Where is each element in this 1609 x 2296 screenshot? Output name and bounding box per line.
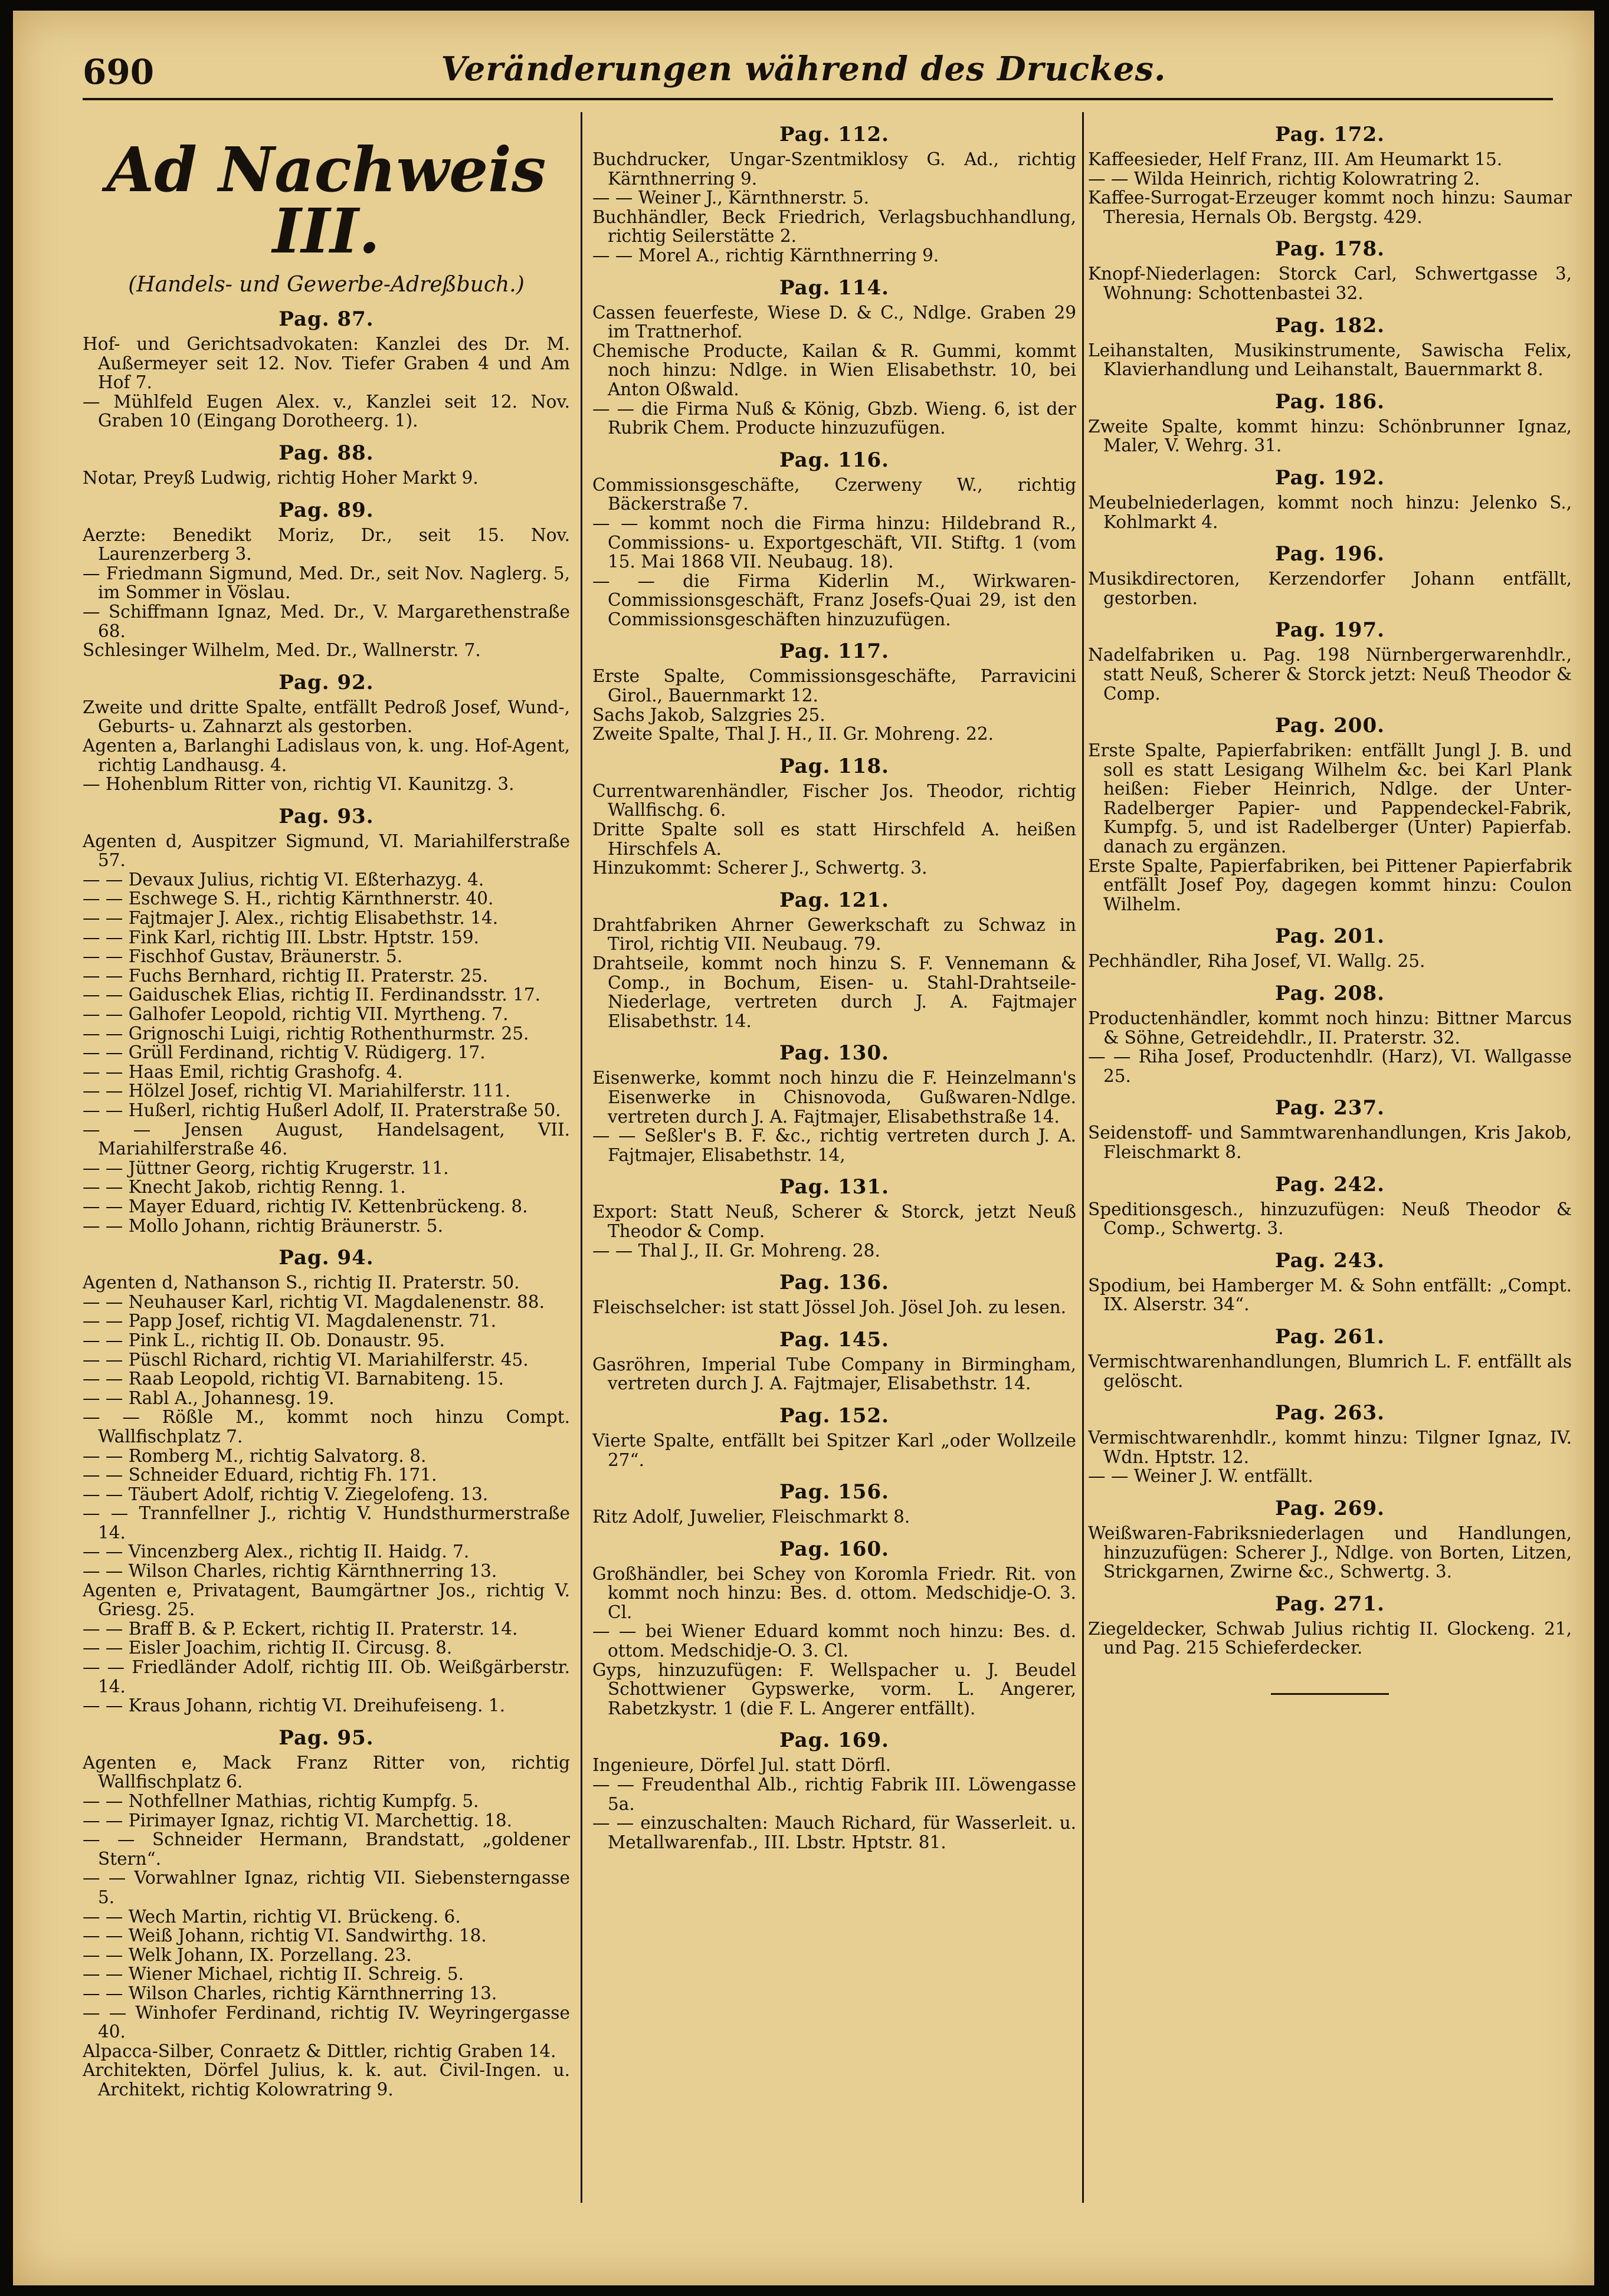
directory-entry: — — Seßler's B. F. &c., richtig vertreten durch J. A. Fajtmajer, Elisabethstr. 14,: [592, 1126, 1076, 1165]
directory-entry: — — Wiener Michael, richtig II. Schreig. 5.: [83, 1964, 464, 1985]
directory-entry: Großhändler, bei Schey von Koromla Friedr. Rit. von kommt noch hinzu: Bes. d. ottom. Medschidje-O. 3. Cl.: [592, 1563, 1076, 1622]
directory-entry: Kaffeesieder, Helf Franz, III. Am Heumarkt 15.: [1088, 149, 1503, 169]
column-1-entries: [83, 307, 570, 2100]
page-reference-heading: Pag. 182.: [1275, 313, 1385, 337]
directory-entry: — — Morel A., richtig Kärnthnerring 9.: [592, 245, 939, 265]
directory-entry: — — Eschwege S. H., richtig Kärnthnerstr. 40.: [83, 888, 494, 909]
directory-entry: — — Weiß Johann, richtig VI. Sandwirthg. 18.: [83, 1926, 487, 1946]
directory-entry: Buchhändler, Beck Friedrich, Verlagsbuchhandlung, richtig Seilerstätte 2.: [592, 206, 1076, 247]
directory-entry: Architekten, Dörfel Julius, k. k. aut. Civil-Ingen. u. Architekt, richtig Kolowratring 9.: [83, 2060, 570, 2100]
column-3-entries: [1088, 123, 1572, 1658]
page-reference-heading: Pag. 152.: [779, 1403, 889, 1428]
page-reference-heading: Pag. 200.: [1275, 714, 1385, 738]
directory-entry: Gasröhren, Imperial Tube Company in Birmingham, vertreten durch J. A. Fajtmajer, Elisabethstr. 14.: [592, 1354, 1076, 1394]
column-1: [83, 112, 570, 2238]
page-reference-heading: Pag. 112.: [779, 123, 889, 146]
directory-entry: Musikdirectoren, Kerzendorfer Johann entfällt, gestorben.: [1088, 569, 1572, 608]
directory-entry: Currentwarenhändler, Fischer Jos. Theodor, richtig Wallfischg. 6.: [592, 780, 1076, 821]
directory-entry: — Schiffmann Ignaz, Med. Dr., V. Margarethenstraße 68.: [83, 601, 570, 641]
directory-entry: — — Haas Emil, richtig Grashofg. 4.: [83, 1061, 403, 1082]
directory-entry: Vermischtwarenhandlungen, Blumrich L. F. entfällt als gelöscht.: [1088, 1351, 1572, 1391]
directory-entry: Hinzukommt: Scherer J., Schwertg. 3.: [592, 858, 928, 878]
directory-entry: — — Schneider Hermann, Brandstatt, „goldener Stern“.: [83, 1829, 570, 1869]
directory-entry: Knopf-Niederlagen: Storck Carl, Schwertgasse 3, Wohnung: Schottenbastei 32.: [1088, 264, 1572, 303]
directory-entry: Ritz Adolf, Juwelier, Fleischmarkt 8.: [592, 1507, 910, 1527]
directory-entry: — — Vorwahlner Ignaz, richtig VII. Siebensterngasse 5.: [83, 1868, 570, 1907]
page-reference-heading: Pag. 89.: [278, 498, 374, 522]
directory-entry: — — Freudenthal Alb., richtig Fabrik III. Löwengasse 5a.: [592, 1775, 1076, 1814]
column-3: [1088, 112, 1572, 2238]
page-reference-heading: Pag. 160.: [779, 1537, 889, 1561]
directory-entry: — Mühlfeld Eugen Alex. v., Kanzlei seit 12. Nov. Graben 10 (Eingang Dorotheerg. 1).: [83, 391, 570, 431]
page-reference-heading: Pag. 95.: [278, 1726, 374, 1750]
directory-entry: Speditionsgesch., hinzuzufügen: Neuß Theodor & Comp., Schwertg. 3.: [1088, 1199, 1572, 1239]
directory-entry: Erste Spalte, Papierfabriken: entfällt Jungl J. B. und soll es statt Lesigang Wilhelm &c. bei Karl Plank heißen: Fieber Heinrich, Ndlge. der Unter-Radelberger Papier- und Pappendeckel-Fabrik, Kumpfg. 5, und ist Radelberger (Unter) Papierfab. danach zu ergänzen.: [1088, 740, 1572, 857]
directory-entry: Gyps, hinzuzufügen: F. Wellspacher u. J. Beudel Schottwiener Gypswerke, vorm. L. Angerer, Rabetzkystr. 1 (die F. L. Angerer entfällt).: [592, 1659, 1076, 1718]
directory-entry: Kaffee-Surrogat-Erzeuger kommt noch hinzu: Saumar Theresia, Hernals Ob. Bergstg. 429.: [1088, 188, 1572, 227]
end-separator: [1271, 1693, 1389, 1695]
directory-entry: Meubelniederlagen, kommt noch hinzu: Jelenko S., Kohlmarkt 4.: [1088, 492, 1572, 532]
directory-entry: — Hohenblum Ritter von, richtig VI. Kaunitzg. 3.: [83, 774, 515, 795]
column-divider: [1082, 112, 1084, 2203]
directory-entry: Weißwaren-Fabriksniederlagen und Handlungen, hinzuzufügen: Scherer J., Ndlge. von Borten, Litzen, Strickgarnen, Zwirne &c., Schwertg. 3.: [1088, 1523, 1572, 1582]
directory-entry: — — Fischhof Gustav, Bräunerstr. 5.: [83, 946, 403, 967]
page-reference-heading: Pag. 169.: [779, 1728, 889, 1753]
directory-entry: — — kommt noch die Firma hinzu: Hildebrand R., Commissions- u. Exportgeschäft, VII. Stiftg. 1 (vom 15. Mai 1868 VII. Neubaug. 18).: [592, 513, 1076, 572]
page-reference-heading: Pag. 116.: [779, 448, 889, 472]
directory-entry: Zweite Spalte, kommt hinzu: Schönbrunner Ignaz, Maler, V. Wehrg. 31.: [1088, 416, 1572, 456]
directory-entry: — — Grüll Ferdinand, richtig V. Rüdigerg. 17.: [83, 1042, 486, 1063]
directory-entry: Zweite und dritte Spalte, entfällt Pedroß Josef, Wund-, Geburts- u. Zahnarzt als gestorben.: [83, 697, 570, 737]
directory-entry: — — Schneider Eduard, richtig Fh. 171.: [83, 1465, 437, 1485]
directory-entry: — — einzuschalten: Mauch Richard, für Wasserleit. u. Metallwarenfab., III. Lbstr. Hptstr. 81.: [592, 1813, 1076, 1852]
page-reference-heading: Pag. 130.: [779, 1041, 889, 1065]
directory-entry: — — Mollo Johann, richtig Bräunerstr. 5.: [83, 1215, 443, 1236]
page-reference-heading: Pag. 178.: [1275, 237, 1385, 261]
section-subtitle: (Handels- und Gewerbe-Adreßbuch.): [128, 273, 525, 297]
directory-entry: Sachs Jakob, Salzgries 25.: [592, 704, 825, 725]
directory-entry: — — Winhofer Ferdinand, richtig IV. Weyringergasse 40.: [83, 2002, 570, 2042]
directory-entry: — — die Firma Nuß & König, Gbzb. Wieng. 6, ist der Rubrik Chem. Producte hinzuzufügen.: [592, 398, 1076, 438]
page-reference-heading: Pag. 94.: [278, 1246, 374, 1270]
directory-entry: Spodium, bei Hamberger M. & Sohn entfällt: „Compt. IX. Alserstr. 34“.: [1088, 1275, 1572, 1315]
header-rule: [83, 98, 1553, 100]
directory-entry: Eisenwerke, kommt noch hinzu die F. Heinzelmann's Eisenwerke in Chisnovoda, Gußwaren-Ndlge. vertreten durch J. A. Fajtmajer, Elisabethstraße 14.: [592, 1068, 1076, 1127]
directory-entry: — — Trannfellner J., richtig V. Hundsthurmerstraße 14.: [83, 1503, 570, 1543]
directory-entry: — — Wilda Heinrich, richtig Kolowratring 2.: [1088, 168, 1480, 189]
page-reference-heading: Pag. 136.: [779, 1271, 889, 1295]
page-reference-heading: Pag. 117.: [779, 639, 889, 664]
page-reference-heading: Pag. 197.: [1275, 618, 1385, 642]
page-reference-heading: Pag. 118.: [779, 754, 889, 778]
directory-entry: — — Vincenzberg Alex., richtig II. Haidg. 7.: [83, 1541, 470, 1562]
directory-entry: — — Eisler Joachim, richtig II. Circusg. 8.: [83, 1638, 453, 1658]
directory-entry: — — Hölzel Josef, richtig VI. Mariahilferstr. 111.: [83, 1081, 511, 1101]
directory-entry: — — Wilson Charles, richtig Kärnthnerring 13.: [83, 1561, 497, 1582]
directory-entry: — — Fuchs Bernhard, richtig II. Praterstr. 25.: [83, 965, 488, 986]
directory-entry: Erste Spalte, Papierfabriken, bei Pittener Papierfabrik entfällt Josef Poy, dagegen kommt hinzu: Coulon Wilhelm.: [1088, 855, 1572, 914]
page-reference-heading: Pag. 201.: [1275, 924, 1385, 949]
directory-entry: — — Rößle M., kommt noch hinzu Compt. Wallfischplatz 7.: [83, 1407, 570, 1447]
directory-entry: — — Wech Martin, richtig VI. Brückeng. 6.: [83, 1906, 461, 1927]
directory-entry: — — Jüttner Georg, richtig Krugerstr. 11.: [83, 1157, 449, 1178]
directory-entry: — — Friedländer Adolf, richtig III. Ob. Weißgärberstr. 14.: [83, 1657, 570, 1697]
directory-entry: — — Pink L., richtig II. Ob. Donaustr. 95.: [83, 1330, 445, 1350]
directory-entry: Notar, Preyß Ludwig, richtig Hoher Markt 9.: [83, 467, 479, 488]
directory-entry: — — Gaiduschek Elias, richtig II. Ferdinandsstr. 17.: [83, 985, 541, 1005]
directory-entry: Cassen feuerfeste, Wiese D. & C., Ndlge. Graben 29 im Trattnerhof.: [592, 302, 1076, 342]
directory-entry: — — Täubert Adolf, richtig V. Ziegelofeng. 13.: [83, 1484, 489, 1504]
directory-entry: — — Pirimayer Ignaz, richtig VI. Marchettig. 18.: [83, 1810, 513, 1831]
directory-entry: Vierte Spalte, entfällt bei Spitzer Karl „oder Wollzeile 27“.: [592, 1430, 1076, 1470]
page-reference-heading: Pag. 263.: [1275, 1401, 1385, 1425]
directory-entry: — — Püschl Richard, richtig VI. Mariahilferstr. 45.: [83, 1349, 529, 1370]
page-reference-heading: Pag. 186.: [1275, 389, 1385, 414]
page-reference-heading: Pag. 121.: [779, 888, 889, 912]
directory-entry: Schlesinger Wilhelm, Med. Dr., Wallnerstr. 7.: [83, 640, 481, 661]
page-reference-heading: Pag. 92.: [278, 670, 374, 694]
page-reference-heading: Pag. 208.: [1275, 982, 1385, 1006]
directory-entry: — — Fajtmajer J. Alex., richtig Elisabethstr. 14.: [83, 908, 499, 929]
directory-entry: — — Papp Josef, richtig VI. Magdalenenstr. 71.: [83, 1311, 497, 1331]
page-reference-heading: Pag. 271.: [1275, 1592, 1385, 1616]
directory-entry: Nadelfabriken u. Pag. 198 Nürnbergerwarenhdlr., statt Neuß, Scherer & Storck jetzt: Neuß Theodor & Comp.: [1088, 645, 1572, 704]
page-reference-heading: Pag. 242.: [1275, 1172, 1385, 1196]
directory-entry: — — Romberg M., richtig Salvatorg. 8.: [83, 1445, 427, 1466]
directory-entry: — — Neuhauser Karl, richtig VI. Magdalenenstr. 88.: [83, 1291, 545, 1312]
page-reference-heading: Pag. 145.: [779, 1327, 889, 1352]
page-number: 690: [83, 52, 155, 92]
directory-entry: — — Jensen August, Handelsagent, VII. Mariahilferstraße 46.: [83, 1119, 570, 1159]
directory-entry: — — Knecht Jakob, richtig Renng. 1.: [83, 1177, 406, 1198]
page-reference-heading: Pag. 196.: [1275, 542, 1385, 566]
directory-entry: — — Riha Josef, Productenhdlr. (Harz), VI. Wallgasse 25.: [1088, 1047, 1572, 1086]
directory-entry: Chemische Producte, Kailan & R. Gummi, kommt noch hinzu: Ndlge. in Wien Elisabethstr. 10, bei Anton Oßwald.: [592, 340, 1076, 399]
directory-entry: — — Wilson Charles, richtig Kärnthnerring 13.: [83, 1983, 497, 2003]
directory-entry: — — die Firma Kiderlin M., Wirkwaren-Commissionsgeschäft, Franz Josefs-Quai 29, ist den Commissionsgeschäften hinzuzufügen.: [592, 570, 1076, 629]
directory-entry: — — Weiner J. W. entfällt.: [1088, 1466, 1313, 1487]
directory-entry: Agenten e, Privatagent, Baumgärtner Jos., richtig V. Griesg. 25.: [83, 1580, 570, 1620]
directory-entry: Agenten a, Barlanghi Ladislaus von, k. ung. Hof-Agent, richtig Landhausg. 4.: [83, 735, 570, 775]
directory-entry: Vermischtwarenhdlr., kommt hinzu: Tilgner Ignaz, IV. Wdn. Hptstr. 12.: [1088, 1428, 1572, 1467]
directory-entry: Agenten e, Mack Franz Ritter von, richtig Wallfischplatz 6.: [83, 1752, 570, 1792]
directory-entry: Buchdrucker, Ungar-Szentmiklosy G. Ad., richtig Kärnthnerring 9.: [592, 149, 1076, 189]
directory-entry: Zweite Spalte, Thal J. H., II. Gr. Mohreng. 22.: [592, 724, 994, 744]
directory-entry: — — bei Wiener Eduard kommt noch hinzu: Bes. d. ottom. Medschidje-O. 3. Cl.: [592, 1621, 1076, 1661]
column-divider: [581, 112, 582, 2203]
directory-entry: Dritte Spalte soll es statt Hirschfeld A. heißen Hirschfels A.: [592, 819, 1076, 859]
directory-entry: Seidenstoff- und Sammtwarenhandlungen, Kris Jakob, Fleischmarkt 8.: [1088, 1123, 1572, 1162]
directory-entry: Leihanstalten, Musikinstrumente, Sawischa Felix, Klavierhandlung und Leihanstalt, Bauernmarkt 8.: [1088, 340, 1572, 380]
section-title: Ad Nachweis III.: [106, 133, 546, 267]
directory-entry: Productenhändler, kommt noch hinzu: Bittner Marcus & Söhne, Getreidehdlr., II. Praterstr. 32.: [1088, 1008, 1572, 1048]
running-title: Veränderungen während des Druckes.: [441, 50, 1166, 88]
directory-entry: — — Devaux Julius, richtig VI. Eßterhazyg. 4.: [83, 869, 484, 890]
directory-entry: Erste Spalte, Commissionsgeschäfte, Parravicini Girol., Bauernmarkt 12.: [592, 666, 1076, 706]
page-reference-heading: Pag. 192.: [1275, 465, 1385, 490]
column-2-entries: [592, 123, 1076, 1852]
directory-entry: Ziegeldecker, Schwab Julius richtig II. Glockeng. 21, und Pag. 215 Schieferdecker.: [1088, 1618, 1572, 1658]
document-page: [13, 11, 1594, 2285]
directory-entry: Aerzte: Benedikt Moriz, Dr., seit 15. Nov. Laurenzerberg 3.: [83, 524, 570, 565]
page-reference-heading: Pag. 172.: [1275, 123, 1385, 146]
directory-entry: Drahtseile, kommt noch hinzu S. F. Vennemann & Comp., in Bochum, Eisen- u. Stahl-Drahtseile-Niederlage, vertreten durch J. A. Fajtmajer Elisabethstr. 14.: [592, 953, 1076, 1031]
directory-entry: — — Kraus Johann, richtig VI. Dreihufeiseng. 1.: [83, 1695, 506, 1716]
page-reference-heading: Pag. 261.: [1275, 1324, 1385, 1349]
directory-entry: — — Rabl A., Johannesg. 19.: [83, 1388, 335, 1408]
directory-entry: — — Mayer Eduard, richtig IV. Kettenbrückeng. 8.: [83, 1196, 528, 1216]
directory-entry: — — Thal J., II. Gr. Mohreng. 28.: [592, 1240, 880, 1261]
page-reference-heading: Pag. 269.: [1275, 1496, 1385, 1520]
directory-entry: — — Grignoschi Luigi, richtig Rothenthurmstr. 25.: [83, 1023, 529, 1044]
directory-entry: — — Fink Karl, richtig III. Lbstr. Hptstr. 159.: [83, 927, 479, 947]
directory-entry: — — Braff B. & P. Eckert, richtig II. Praterstr. 14.: [83, 1618, 518, 1639]
directory-entry: Pechhändler, Riha Josef, VI. Wallg. 25.: [1088, 951, 1426, 972]
directory-entry: Alpacca-Silber, Conraetz & Dittler, richtig Graben 14.: [83, 2041, 556, 2061]
directory-entry: — — Galhofer Leopold, richtig VII. Myrtheng. 7.: [83, 1004, 509, 1025]
page-reference-heading: Pag. 131.: [779, 1175, 889, 1199]
directory-entry: Fleischselcher: ist statt Jössel Joh. Jösel Joh. zu lesen.: [592, 1297, 1066, 1318]
directory-entry: — — Welk Johann, IX. Porzellang. 23.: [83, 1944, 412, 1965]
directory-entry: — — Raab Leopold, richtig VI. Barnabiteng. 15.: [83, 1369, 504, 1389]
directory-entry: Drahtfabriken Ahrner Gewerkschaft zu Schwaz in Tirol, richtig VII. Neubaug. 79.: [592, 914, 1076, 955]
directory-entry: — Friedmann Sigmund, Med. Dr., seit Nov. Naglerg. 5, im Sommer in Vöslau.: [83, 563, 570, 603]
page-reference-heading: Pag. 93.: [278, 804, 374, 828]
directory-entry: Export: Statt Neuß, Scherer & Storck, jetzt Neuß Theodor & Comp.: [592, 1202, 1076, 1241]
page-reference-heading: Pag. 156.: [779, 1480, 889, 1504]
directory-entry: — — Hußerl, richtig Hußerl Adolf, II. Praterstraße 50.: [83, 1100, 561, 1120]
directory-entry: Hof- und Gerichtsadvokaten: Kanzlei des Dr. M. Außermeyer seit 12. Nov. Tiefer Graben 4 und Am Hof 7.: [83, 334, 570, 393]
directory-entry: — — Weiner J., Kärnthnerstr. 5.: [592, 188, 870, 208]
directory-entry: Commissionsgeschäfte, Czerweny W., richtig Bäckerstraße 7.: [592, 474, 1076, 514]
page-reference-heading: Pag. 243.: [1275, 1248, 1385, 1272]
directory-entry: — — Nothfellner Mathias, richtig Kumpfg. 5.: [83, 1791, 479, 1811]
page-reference-heading: Pag. 87.: [278, 307, 374, 331]
column-2: [592, 112, 1076, 2238]
directory-entry: Agenten d, Nathanson S., richtig II. Praterstr. 50.: [83, 1272, 520, 1293]
page-reference-heading: Pag. 114.: [779, 275, 889, 300]
directory-entry: Agenten d, Auspitzer Sigmund, VI. Mariahilferstraße 57.: [83, 831, 570, 871]
page-reference-heading: Pag. 237.: [1275, 1096, 1385, 1120]
directory-entry: Ingenieure, Dörfel Jul. statt Dörfl.: [592, 1755, 892, 1776]
page-reference-heading: Pag. 88.: [278, 441, 374, 465]
